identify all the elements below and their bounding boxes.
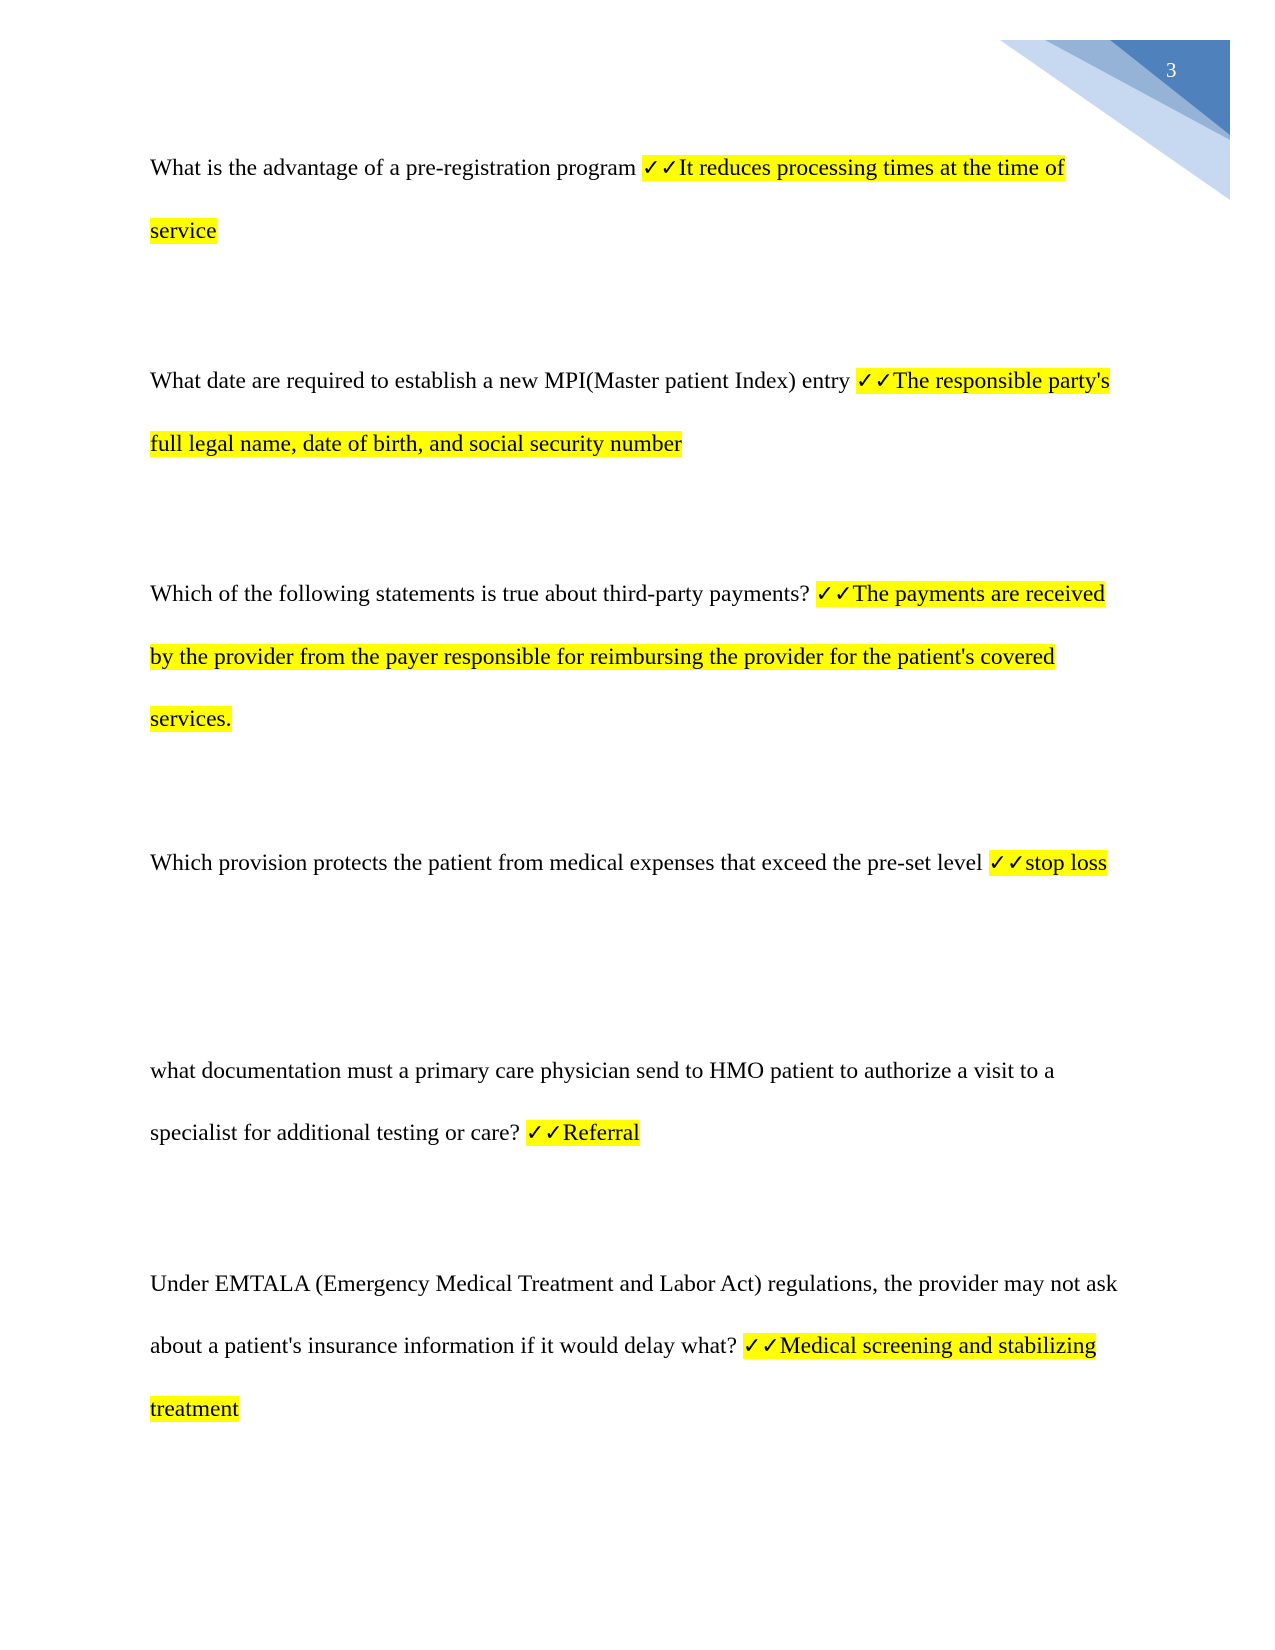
qa-item-4 [150, 832, 1130, 895]
double-check-icon: ✓✓ [856, 369, 893, 394]
qa-item-1 [150, 137, 1130, 262]
answer-text: Referral [562, 1120, 640, 1146]
page-number: 3 [1166, 58, 1177, 82]
question-text: Under EMTALA (Emergency Medical Treatment and Labor Act) regulations, the provider may not ask about a patient's insurance information if it would delay what? [150, 1271, 1118, 1359]
double-check-icon: ✓✓ [642, 156, 679, 181]
question-text: What is the advantage of a pre-registration program [150, 155, 642, 181]
question-text: Which of the following statements is true about third-party payments? [150, 581, 816, 607]
answer-text: The payments are received by the provider from the payer responsible for reimbursing the provider for the patient's covered services. [150, 581, 1106, 732]
qa-item-2 [150, 350, 1130, 475]
question-text: what documentation must a primary care physician send to HMO patient to authorize a visit to a specialist for additional testing or care? [150, 1058, 1055, 1146]
answer-highlight [526, 1120, 640, 1146]
double-check-icon: ✓✓ [988, 851, 1026, 876]
double-check-icon: ✓✓ [742, 1334, 780, 1359]
question-text: Which provision protects the patient from medical expenses that exceed the pre-set level [150, 850, 989, 876]
answer-text: stop loss [1025, 850, 1108, 876]
double-check-icon: ✓✓ [815, 582, 853, 607]
qa-item-5 [150, 1040, 1130, 1165]
qa-item-6 [150, 1253, 1130, 1440]
answer-text: The responsible party's full legal name, date of birth, and social security number [150, 368, 1110, 457]
double-check-icon: ✓✓ [525, 1121, 563, 1146]
answer-highlight [989, 850, 1108, 876]
question-text: What date are required to establish a new MPI(Master patient Index) entry [150, 368, 857, 394]
answer-text: It reduces processing times at the time of service [150, 155, 1065, 244]
qa-item-3 [150, 563, 1130, 750]
answer-text: Medical screening and stabilizing treatment [150, 1333, 1097, 1422]
